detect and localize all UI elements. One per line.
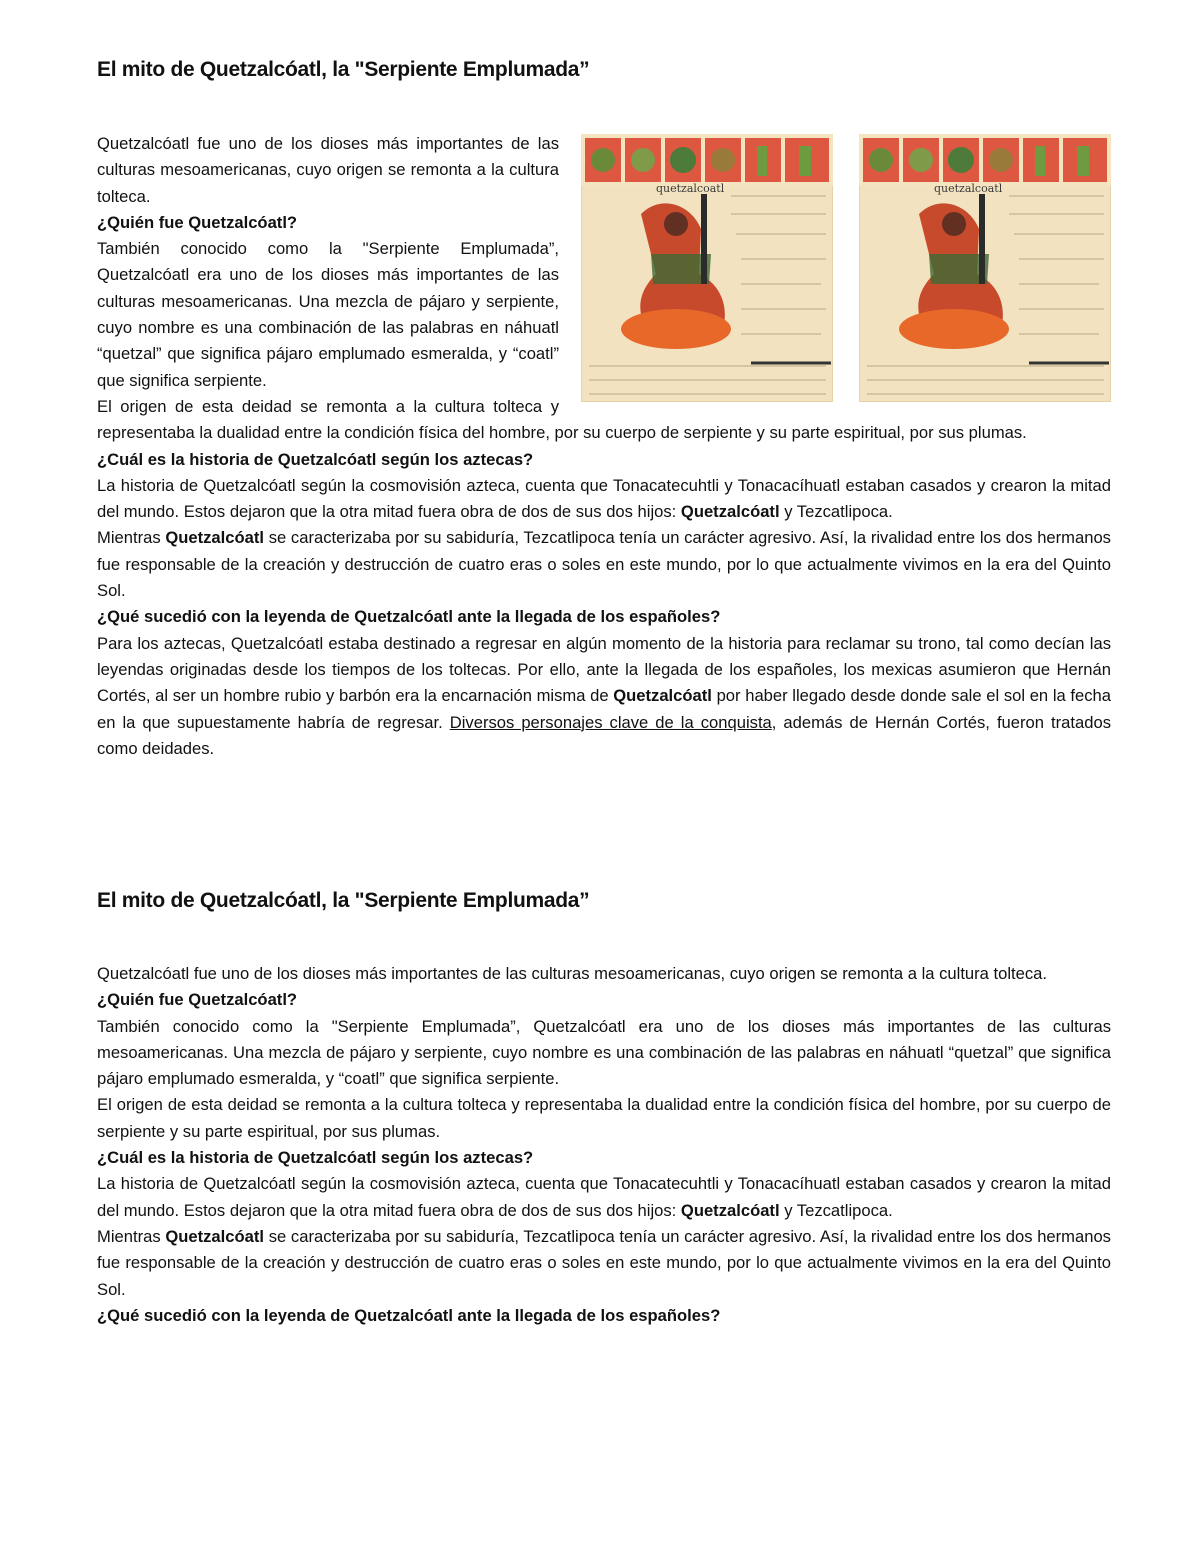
heading-historia: ¿Cuál es la historia de Quetzalcóatl según los aztecas? bbox=[97, 449, 534, 469]
paragraph-historia: La historia de Quetzalcóatl según la cosmovisión azteca, cuenta que Tonacatecuhtli y Tonacacíhuatl estaban casados y crearon la mitad del mundo. Estos dejaron que la otra mitad fuera obra de dos de sus dos hijos: Quetzalcóatl y Tezcatlipoca. bbox=[97, 1174, 1111, 1220]
section-body bbox=[97, 131, 1111, 762]
paragraph-mientras: Mientras Quetzalcóatl se caracterizaba por su sabiduría, Tezcatlipoca tenía un carácter agresivo. Así, la rivalidad entre los dos hermanos fue responsable de la creación y destrucción de cuatro eras o soles en este mundo, por lo que actualmente vivimos en la era del Quinto Sol. bbox=[97, 1226, 1111, 1299]
paragraph-quien-1: También conocido como la "Serpiente Emplumada”, Quetzalcóatl era uno de los dioses más importantes de las culturas mesoamericanas. Una mezcla de pájaro y serpiente, cuyo nombre es una combinación de las palabras en náhuatl “quetzal” que significa pájaro emplumado esmeralda, y “coatl” que significa serpiente. bbox=[97, 1016, 1111, 1089]
paragraph-quien-2: El origen de esta deidad se remonta a la cultura tolteca y representaba la dualidad entre la condición física del hombre, por su cuerpo de serpiente y su parte espiritual, por sus plumas. bbox=[97, 396, 1027, 443]
heading-quien: ¿Quién fue Quetzalcóatl? bbox=[97, 212, 298, 232]
codex-label: quetzalcoatl bbox=[656, 182, 725, 195]
codex-images bbox=[581, 131, 1111, 416]
codex-glyph-row bbox=[581, 134, 833, 186]
section-title-2: El mito de Quetzalcóatl, la "Serpiente Emplumada” bbox=[97, 889, 590, 912]
codex-image-right bbox=[859, 134, 1111, 402]
heading-historia: ¿Cuál es la historia de Quetzalcóatl según los aztecas? bbox=[97, 1148, 534, 1168]
codex-label: quetzalcoatl bbox=[934, 182, 1003, 195]
section-title: El mito de Quetzalcóatl, la "Serpiente Emplumada” bbox=[97, 58, 590, 81]
heading-espanoles: ¿Qué sucedió con la leyenda de Quetzalcóatl ante la llegada de los españoles? bbox=[97, 1305, 721, 1325]
paragraph-quien-1: También conocido como la "Serpiente Emplumada”, Quetzalcóatl era uno de los dioses más importantes de las culturas mesoamericanas. Una mezcla de pájaro y serpiente, cuyo nombre es una combinación de las palabras en náhuatl “quetzal” que significa pájaro emplumado esmeralda, y “coatl” que significa serpiente. bbox=[97, 239, 559, 390]
section-body-2 bbox=[97, 961, 1111, 1329]
intro-paragraph: Quetzalcóatl fue uno de los dioses más importantes de las culturas mesoamericanas, cuyo origen se remonta a la cultura tolteca. bbox=[97, 964, 1048, 983]
codex-glyph-row bbox=[859, 134, 1111, 186]
paragraph-historia: La historia de Quetzalcóatl según la cosmovisión azteca, cuenta que Tonacatecuhtli y Tonacacíhuatl estaban casados y crearon la mitad del mundo. Estos dejaron que la otra mitad fuera obra de dos de sus dos hijos: Quetzalcóatl y Tezcatlipoca. bbox=[97, 475, 1111, 522]
codex-figure bbox=[899, 194, 1009, 349]
paragraph-quien-2: El origen de esta deidad se remonta a la cultura tolteca y representaba la dualidad entre la condición física del hombre, por su cuerpo de serpiente y su parte espiritual, por sus plumas. bbox=[97, 1095, 1111, 1141]
heading-espanoles: ¿Qué sucedió con la leyenda de Quetzalcóatl ante la llegada de los españoles? bbox=[97, 607, 721, 627]
intro-paragraph: Quetzalcóatl fue uno de los dioses más importantes de las culturas mesoamericanas, cuyo origen se remonta a la cultura tolteca. bbox=[97, 134, 559, 206]
paragraph-mientras: Mientras Quetzalcóatl se caracterizaba por su sabiduría, Tezcatlipoca tenía un carácter agresivo. Así, la rivalidad entre los dos hermanos fue responsable de la creación y destrucción de cuatro eras o soles en este mundo, por lo que actualmente vivimos en la era del Quinto Sol. bbox=[97, 528, 1111, 601]
conquista-link[interactable]: Diversos personajes clave de la conquista bbox=[449, 712, 772, 732]
paragraph-espanoles: Para los aztecas, Quetzalcóatl estaba destinado a regresar en algún momento de la historia para reclamar su trono, tal como decían las leyendas originadas desde los tiempos de los toltecas. Por ello, ante la llegada de los españoles, los mexicas asumieron que Hernán Cortés, al ser un hombre rubio y barbón era la encarnación misma de Quetzalcóatl por haber llegado desde donde sale el sol en la fecha en la que supuestamente habría de regresar. Diversos personajes clave de la conquista, además de Hernán Cortés, fueron tratados como deidades. bbox=[97, 633, 1111, 758]
heading-quien: ¿Quién fue Quetzalcóatl? bbox=[97, 990, 298, 1010]
codex-figure bbox=[621, 194, 731, 349]
codex-image-left bbox=[581, 134, 833, 402]
